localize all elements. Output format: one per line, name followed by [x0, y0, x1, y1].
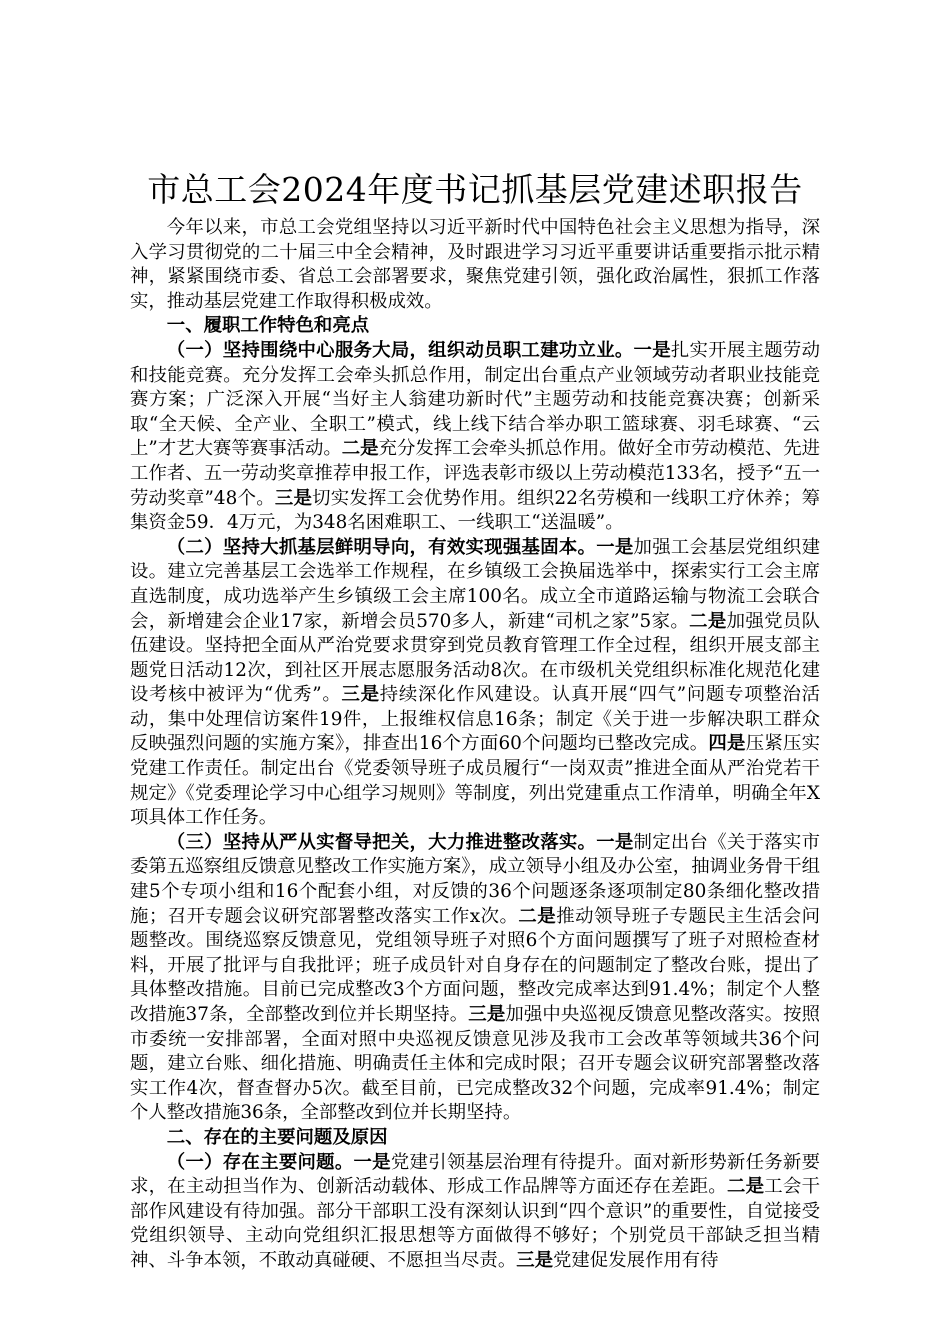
section-heading-2: 二、存在的主要问题及原因: [166, 1126, 388, 1148]
paragraph-lead: （三）坚持从严从实督导把关，大力推进整改落实。: [166, 831, 597, 853]
item-text: 扎实开展主题劳动和技能竞赛。充分发挥工会牵头抓总作用，制定出台重点产业领域劳动者职业技能竞赛方案；广泛深入开展“当好主人翁建功新时代”主题劳动和技能竞赛决赛；创新采取“全天候、全产业、全职工”模式，线上线下结合举办职工篮球赛、羽毛球赛、“云上”才艺大赛等赛事活动。: [130, 339, 820, 460]
item-text: 工会干部作风建设有待加强。部分干部职工没有深刻认识到“四个意识”的重要性，自觉接受党组织领导、主动向党组织汇报思想等方面做得不够好；个别党员干部缺乏担当精神、斗争本领，不敢动真碰硬、不愿担当尽责。: [130, 1176, 820, 1271]
section1-paragraph-1: [130, 339, 820, 536]
section2-paragraph-1: [130, 1151, 820, 1274]
item-text: 党建引领基层治理有待提升。面对新形势新任务新要求，在主动担当作为、创新活动载体、形成工作品牌等方面还存在差距。: [130, 1151, 820, 1198]
paragraph-lead: （二）坚持大抓基层鲜明导向，有效实现强基固本。: [166, 536, 597, 558]
intro-paragraph: 今年以来，市总工会党组坚持以习近平新时代中国特色社会主义思想为指导，深入学习贯彻党的二十届三中全会精神，及时跟进学习习近平重要讲话重要指示批示精神，紧紧围绕市委、省总工会部署要求，聚焦党建引领，强化政治属性，狠抓工作落实，推动基层党建工作取得积极成效。: [130, 217, 820, 312]
item-marker: 二是: [518, 905, 557, 927]
item-text: 加强工会基层党组织建设。建立完善基层工会选举工作规程，在乡镇级工会换届选举中，探索实行工会主席直选制度，成功选举产生乡镇级工会主席100名。成立全市道路运输与物流工会联合会，新增建会企业17家，新增会员570多人，新建“司机之家”5家。: [130, 536, 820, 632]
item-marker: 一是: [353, 1151, 391, 1173]
item-text: 党建促发展作用有待: [553, 1249, 719, 1271]
item-text: 压紧压实党建工作责任。制定出台《党委领导班子成员履行“一岗双责”推进全面从严治党若干规定》《党委理论学习中心组学习规则》等制度，列出党建重点工作清单，明确全年X项具体工作任务。: [130, 733, 820, 829]
item-text: 制定出台《关于落实市委第五巡察组反馈意见整改工作实施方案》，成立领导小组及办公室，抽调业务骨干组建5个专项小组和16个配套小组，对反馈的36个问题逐条逐项制定80条细化整改措施；召开专题会议研究部署整改落实工作x次。: [130, 831, 820, 927]
item-text: 切实发挥工会优势作用。组织22名劳模和一线职工疗休养；筹集资金59．4万元，为348名困难职工、一线职工“送温暖”。: [130, 487, 821, 534]
item-text: 充分发挥工会牵头抓总作用。做好全市劳动模范、先进工作者、五一劳动奖章推荐申报工作，评选表彰市级以上劳动模范133名，授予“五一劳动奖章”48个。: [130, 438, 820, 509]
paragraph-lead: （一）坚持围绕中心服务大局，组织动员职工建功立业。: [166, 339, 634, 361]
item-text: 加强党员队伍建设。坚持把全面从严治党要求贯穿到党员教育管理工作全过程，组织开展支部主题党日活动12次，到社区开展志愿服务活动8次。在市级机关党组织标准化规范化建设考核中被评为“优秀”。: [130, 610, 820, 706]
item-marker: 二是: [689, 610, 727, 632]
section1-paragraph-2: [130, 536, 820, 831]
paragraph-lead: （一）存在主要问题。: [166, 1151, 354, 1173]
item-text: 推动领导班子专题民主生活会问题整改。围绕巡察反馈意见，党组领导班子对照6个方面问题撰写了班子对照检查材料，开展了批评与自我批评；班子成员针对自身存在的问题制定了整改台账，提出了具体整改措施。目前已完成整改3个方面问题，整改完成率达到91.4%；制定个人整改措施37条，全部整改到位并长期坚持。: [130, 905, 820, 1025]
document-page: [130, 168, 820, 1274]
item-marker: 二是: [341, 438, 379, 460]
item-text: 加强中央巡视反馈意见整改落实。按照市委统一安排部署，全面对照中央巡视反馈意见涉及我市工会改革等领域共36个问题，建立台账、细化措施、明确责任主体和完成时限；召开专题会议研究部署整改落实工作4次，督查督办5次。截至目前，已完成整改32个问题，完成率91.4%；制定个人整改措施36条，全部整改到位并长期坚持。: [130, 1004, 820, 1124]
item-marker: 一是: [596, 536, 634, 558]
item-marker: 四是: [708, 733, 746, 755]
item-text: 持续深化作风建设。认真开展“四气”问题专项整治活动，集中处理信访案件19件，上报维权信息16条；制定《关于进一步解决职工群众反映强烈问题的实施方案》，排查出16个方面60个问题均已整改完成。: [130, 684, 820, 755]
item-marker: 三是: [274, 487, 313, 509]
section-heading-1: 一、履职工作特色和亮点: [166, 315, 370, 337]
item-marker: 三是: [516, 1249, 554, 1271]
section1-paragraph-3: [130, 831, 820, 1126]
item-marker: 三是: [468, 1004, 506, 1025]
item-marker: 一是: [596, 831, 634, 853]
item-marker: 一是: [633, 339, 671, 361]
document-title: 市总工会2024年度书记抓基层党建述职报告: [147, 170, 803, 209]
item-marker: 二是: [726, 1176, 765, 1198]
item-marker: 三是: [341, 684, 380, 706]
